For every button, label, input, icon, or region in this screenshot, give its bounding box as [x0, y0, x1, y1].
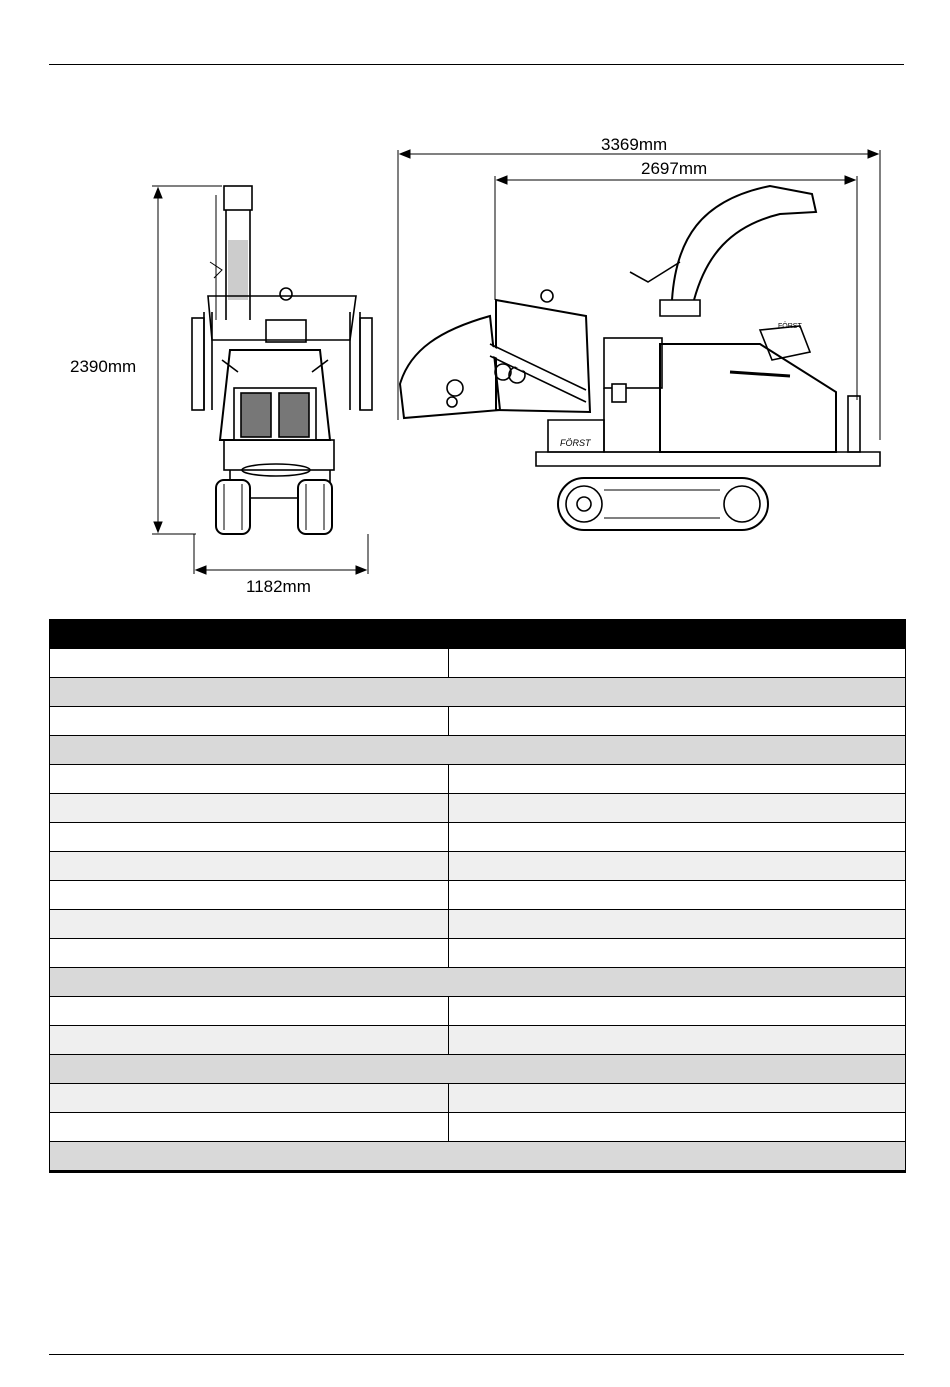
table-section-cell — [50, 678, 906, 707]
table-value-cell — [449, 852, 906, 881]
dim-body-length: 2697mm — [641, 159, 708, 178]
front-view — [192, 186, 372, 534]
table-section-cell — [50, 968, 906, 997]
table-row — [50, 1084, 906, 1113]
table-value-cell — [449, 765, 906, 794]
dim-overall-length: 3369mm — [601, 135, 668, 154]
table-label-cell — [50, 823, 449, 852]
table-section-row — [50, 1055, 906, 1084]
table-label-cell — [50, 910, 449, 939]
table-label-cell — [50, 939, 449, 968]
table-row — [50, 881, 906, 910]
table-header-row — [50, 620, 906, 649]
table-label-cell — [50, 852, 449, 881]
spec-table-body — [50, 620, 906, 1172]
table-section-cell — [50, 1142, 906, 1172]
dim-width: 1182mm — [246, 577, 311, 596]
table-value-cell — [449, 881, 906, 910]
side-logo-text: FÖRST — [778, 323, 802, 330]
table-row — [50, 852, 906, 881]
table-row — [50, 765, 906, 794]
table-label-cell — [50, 794, 449, 823]
bottom-rule — [49, 1354, 904, 1355]
table-value-cell — [449, 910, 906, 939]
dim-height: 2390mm — [70, 357, 137, 376]
table-value-cell — [449, 794, 906, 823]
table-value-cell — [449, 1026, 906, 1055]
table-section-row — [50, 736, 906, 765]
table-value-cell — [449, 997, 906, 1026]
base-logo-text: FÖRST — [560, 438, 591, 448]
table-label-cell — [50, 765, 449, 794]
table-header-cell — [449, 620, 906, 649]
table-section-row — [50, 1142, 906, 1172]
table-label-cell — [50, 649, 449, 678]
table-row — [50, 649, 906, 678]
table-value-cell — [449, 1084, 906, 1113]
table-value-cell — [449, 649, 906, 678]
table-row — [50, 997, 906, 1026]
table-label-cell — [50, 881, 449, 910]
table-row — [50, 1026, 906, 1055]
table-section-row — [50, 678, 906, 707]
table-row — [50, 1113, 906, 1142]
machine-dimension-drawing — [0, 0, 950, 610]
table-row — [50, 794, 906, 823]
table-row — [50, 707, 906, 736]
table-value-cell — [449, 707, 906, 736]
table-label-cell — [50, 707, 449, 736]
side-view — [400, 186, 880, 530]
table-value-cell — [449, 939, 906, 968]
table-value-cell — [449, 823, 906, 852]
table-label-cell — [50, 1113, 449, 1142]
table-section-row — [50, 968, 906, 997]
table-row — [50, 910, 906, 939]
table-row — [50, 939, 906, 968]
table-header-cell — [50, 620, 449, 649]
spec-table — [49, 619, 906, 1173]
table-label-cell — [50, 1084, 449, 1113]
table-value-cell — [449, 1113, 906, 1142]
table-row — [50, 823, 906, 852]
table-label-cell — [50, 1026, 449, 1055]
table-section-cell — [50, 736, 906, 765]
table-section-cell — [50, 1055, 906, 1084]
table-label-cell — [50, 997, 449, 1026]
